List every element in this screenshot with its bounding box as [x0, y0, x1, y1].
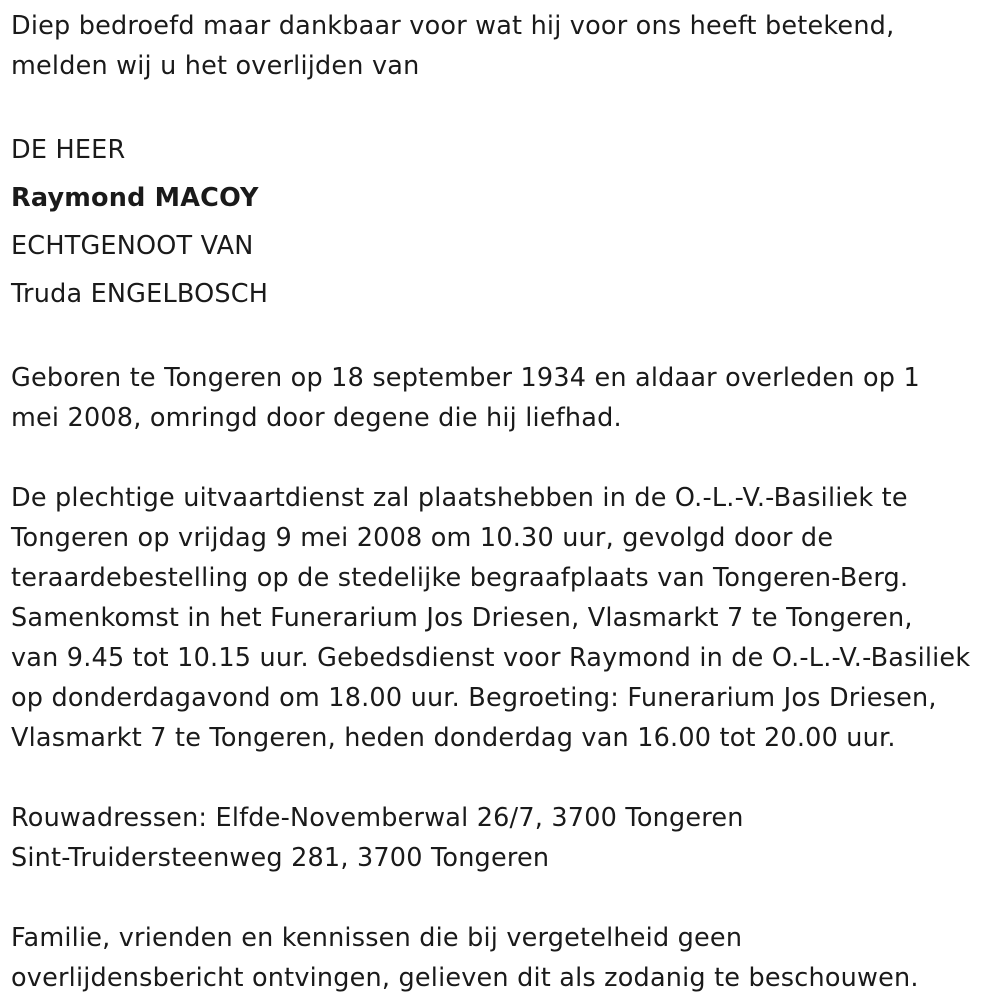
spacer — [11, 86, 991, 126]
deceased-block — [11, 126, 991, 318]
birth-death-line: mei 2008, omringd door degene die hij liefhad. — [11, 403, 622, 433]
service-line: van 9.45 tot 10.15 uur. Gebedsdienst voor Raymond in de O.-L.-V.-Basiliek — [11, 643, 971, 673]
deceased-name: Raymond MACOY — [11, 183, 259, 213]
service-line: Samenkomst in het Funerarium Jos Driesen, Vlasmarkt 7 te Tongeren, — [11, 603, 913, 633]
address-line: Sint-Truidersteenweg 281, 3700 Tongeren — [11, 843, 550, 873]
closing-line: Familie, vrienden en kennissen die bij vergetelheid geen — [11, 923, 743, 953]
service-paragraph — [11, 478, 991, 758]
service-line: op donderdagavond om 18.00 uur. Begroeting: Funerarium Jos Driesen, — [11, 683, 937, 713]
addresses-paragraph — [11, 798, 991, 878]
spacer — [11, 878, 991, 918]
deceased-title: DE HEER — [11, 135, 126, 165]
spacer — [11, 318, 991, 358]
spouse-name: Truda ENGELBOSCH — [11, 279, 269, 309]
birth-death-line: Geboren te Tongeren op 18 september 1934 en aldaar overleden op 1 — [11, 363, 920, 393]
service-line: Tongeren op vrijdag 9 mei 2008 om 10.30 uur, gevolgd door de — [11, 523, 834, 553]
intro-line: melden wij u het overlijden van — [11, 51, 420, 81]
closing-paragraph — [11, 918, 991, 998]
service-line: De plechtige uitvaartdienst zal plaatshebben in de O.-L.-V.-Basiliek te — [11, 483, 908, 513]
address-line: Rouwadressen: Elfde-Novemberwal 26/7, 3700 Tongeren — [11, 803, 744, 833]
intro-paragraph — [11, 6, 991, 86]
service-line: teraardebestelling op de stedelijke begraafplaats van Tongeren-Berg. — [11, 563, 909, 593]
closing-line: overlijdensbericht ontvingen, gelieven dit als zodanig te beschouwen. — [11, 963, 919, 993]
intro-line: Diep bedroefd maar dankbaar voor wat hij voor ons heeft betekend, — [11, 11, 895, 41]
service-line: Vlasmarkt 7 te Tongeren, heden donderdag van 16.00 tot 20.00 uur. — [11, 723, 896, 753]
deceased-relation: ECHTGENOOT VAN — [11, 231, 254, 261]
spacer — [11, 758, 991, 798]
spacer — [11, 438, 991, 478]
birth-death-paragraph — [11, 358, 991, 438]
obituary-notice — [11, 6, 991, 998]
